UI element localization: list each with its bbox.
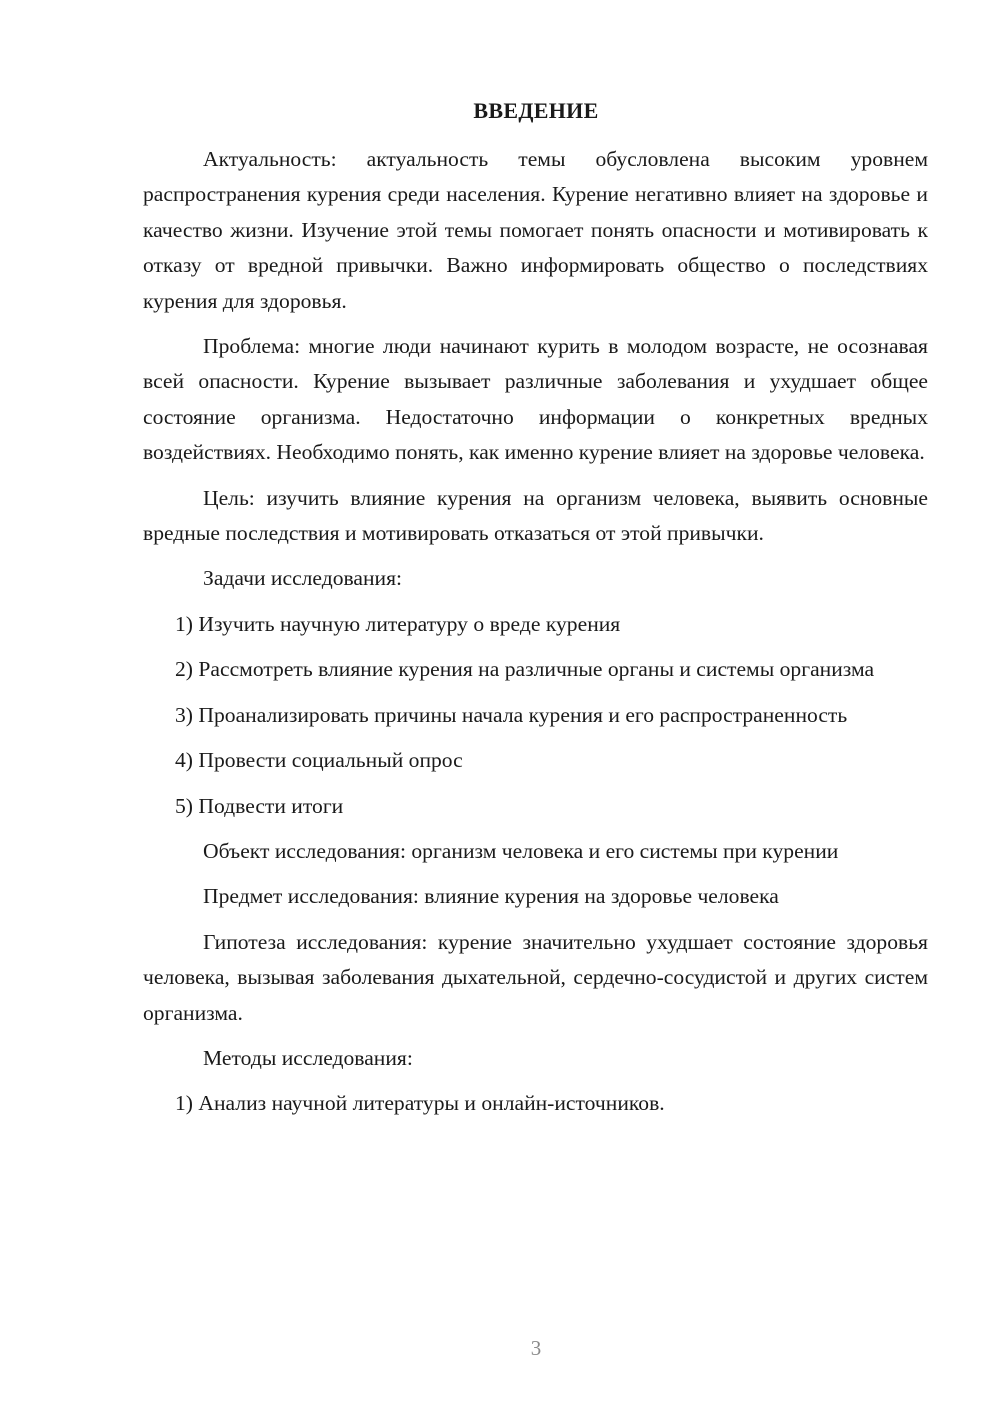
paragraph-relevance: Актуальность: актуальность темы обусловлена высоким уровнем распространения курения среди населения. Курение негативно влияет на здоровье и качество жизни. Изучение этой темы помогает понять опасности и мотивировать к отказу от вредной привычки. Важно информировать общество о последствиях курения для здоровья. (143, 147, 928, 313)
paragraph-subject: Предмет исследования: влияние курения на здоровье человека (203, 884, 779, 909)
methods-heading: Методы исследования: (203, 1045, 413, 1070)
task-item: 3) Проанализировать причины начала курения и его распространенность (175, 702, 848, 727)
paragraph-problem: Проблема: многие люди начинают курить в молодом возрасте, не осознавая всей опасности. Курение вызывает различные заболевания и ухудшает общее состояние организма. Недостаточно информации о конкретных вредных воздействиях. Необходимо понять, как именно курение влияет на здоровье человека. (143, 334, 928, 465)
task-item: 2) Рассмотреть влияние курения на различные органы и системы организма (175, 657, 875, 682)
task-item: 5) Подвести итоги (175, 793, 344, 818)
paragraph-object: Объект исследования: организм человека и его системы при курении (203, 838, 839, 863)
method-item: 1) Анализ научной литературы и онлайн-источников. (175, 1091, 665, 1116)
task-item: 4) Провести социальный опрос (175, 748, 463, 773)
page-number: 3 (530, 1336, 542, 1360)
section-title: ВВЕДЕНИЕ (473, 98, 599, 123)
document-body (143, 142, 928, 1132)
task-item: 1) Изучить научную литературу о вреде курения (175, 611, 621, 636)
paragraph-goal: Цель: изучить влияние курения на организм человека, выявить основные вредные последствия и мотивировать отказаться от этой привычки. (143, 485, 928, 546)
paragraph-hypothesis: Гипотеза исследования: курение значительно ухудшает состояние здоровья человека, вызывая заболевания дыхательной, сердечно-сосудистой и других систем организма. (143, 929, 928, 1025)
tasks-heading: Задачи исследования: (203, 566, 403, 591)
